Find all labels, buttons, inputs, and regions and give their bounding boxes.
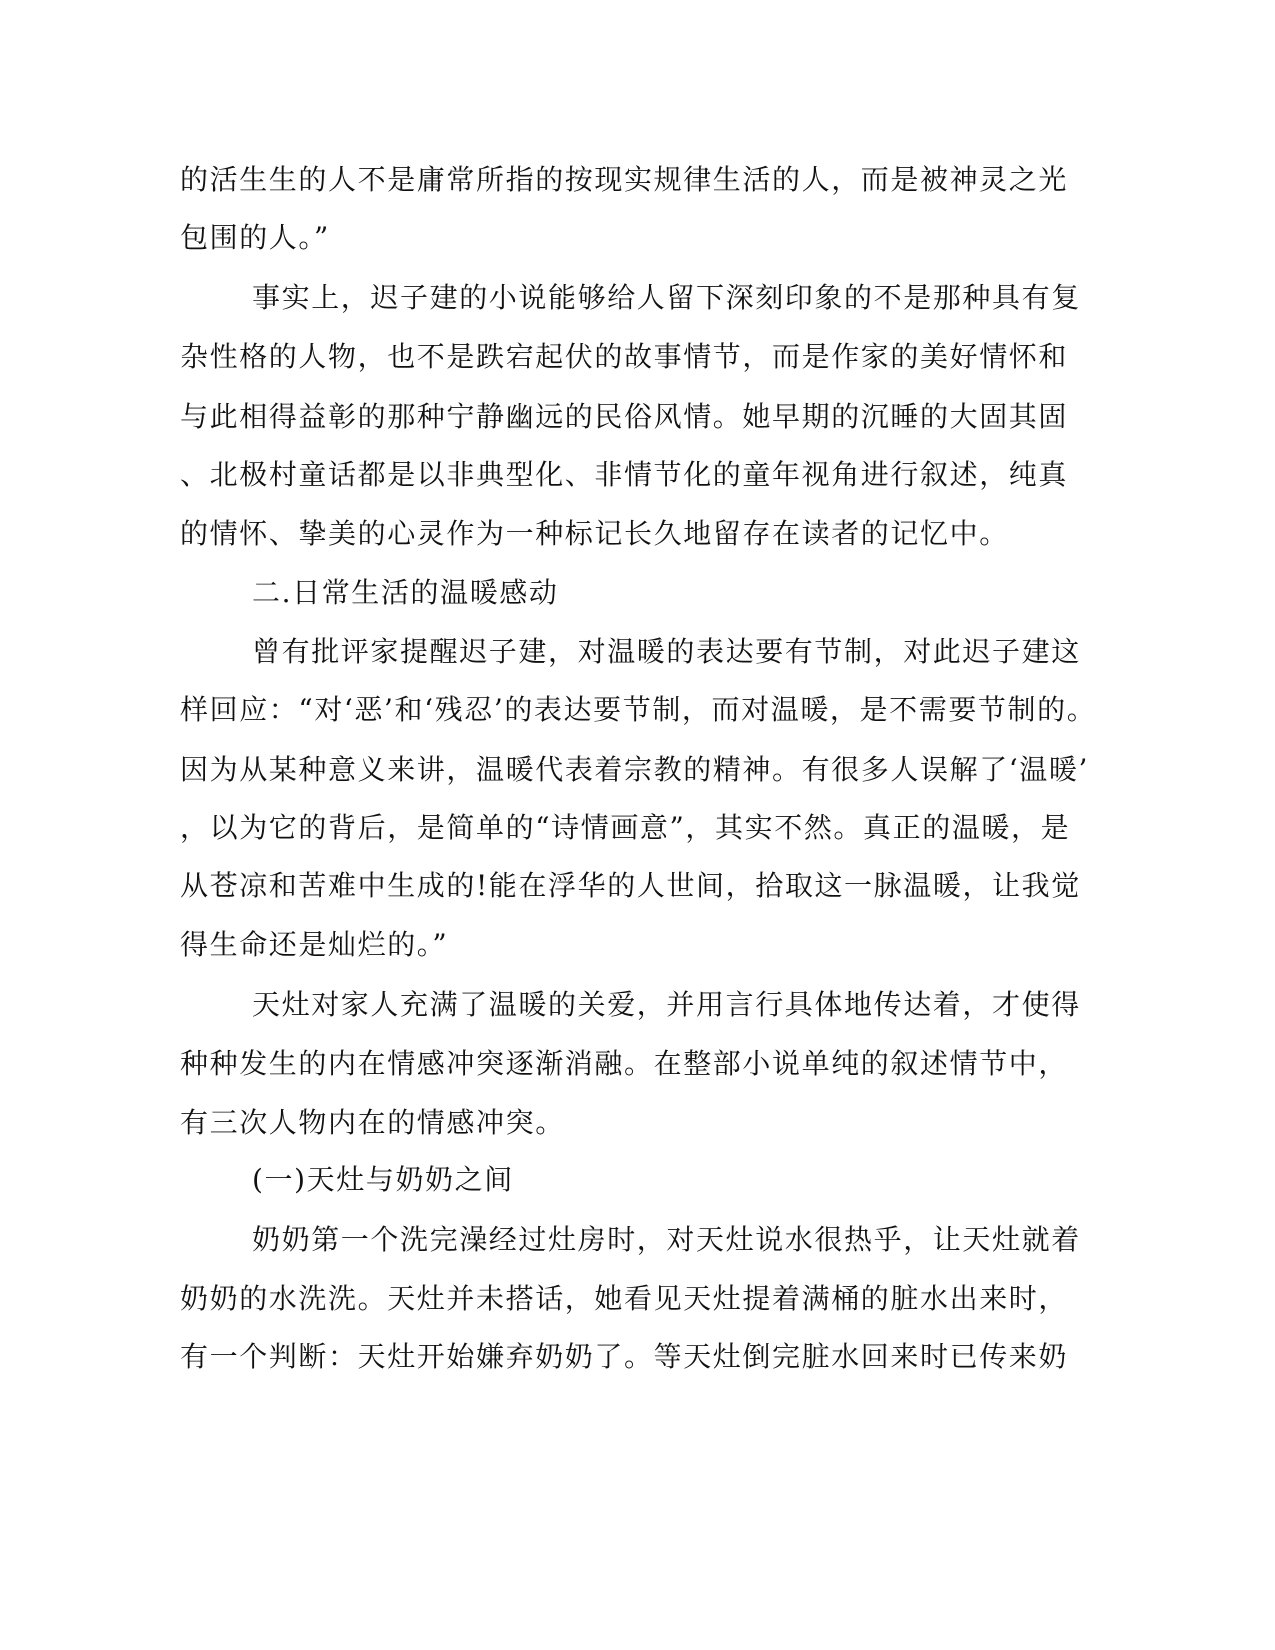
- paragraph-start: 奶奶第一个洗完澡经过灶房时，对天灶说水很热乎，让天灶就着: [252, 1223, 1081, 1256]
- text-line: 有一个判断：天灶开始嫌弃奶奶了。等天灶倒完脏水回来时已传来奶: [180, 1340, 1069, 1373]
- text-line: 包围的人。”: [180, 221, 330, 254]
- text-line: 从苍凉和苦难中生成的!能在浮华的人世间，拾取这一脉温暖，让我觉: [180, 869, 1081, 902]
- paragraph-start: 曾有批评家提醒迟子建，对温暖的表达要有节制，对此迟子建这: [252, 635, 1081, 668]
- text-line: ，以为它的背后，是简单的“诗情画意”，其实不然。真正的温暖，是: [180, 811, 1071, 844]
- text-line: 杂性格的人物，也不是跌宕起伏的故事情节，而是作家的美好情怀和: [180, 340, 1069, 373]
- text-line: 的情怀、挚美的心灵作为一种标记长久地留存在读者的记忆中。: [180, 517, 1009, 550]
- text-line: 与此相得益彰的那种宁静幽远的民俗风情。她早期的沉睡的大固其固: [180, 400, 1069, 433]
- section-heading: 二.日常生活的温暖感动: [252, 576, 559, 609]
- text-line: 的活生生的人不是庸常所指的按现实规律生活的人，而是被神灵之光: [180, 163, 1069, 196]
- text-line: 因为从某种意义来讲，温暖代表着宗教的精神。有很多人误解了‘温暖’: [180, 753, 1090, 786]
- text-line: 种种发生的内在情感冲突逐渐消融。在整部小说单纯的叙述情节中，: [180, 1047, 1069, 1080]
- paragraph-start: 天灶对家人充满了温暖的关爱，并用言行具体地传达着，才使得: [252, 988, 1081, 1021]
- text-line: 得生命还是灿烂的。”: [180, 928, 449, 961]
- text-line: 、北极村童话都是以非典型化、非情节化的童年视角进行叙述，纯真: [180, 458, 1069, 491]
- paragraph-start: 事实上，迟子建的小说能够给人留下深刻印象的不是那种具有复: [252, 281, 1081, 314]
- subsection-heading: (一)天灶与奶奶之间: [252, 1163, 514, 1196]
- text-line: 奶奶的水洗洗。天灶并未搭话，她看见天灶提着满桶的脏水出来时，: [180, 1282, 1069, 1315]
- text-line: 有三次人物内在的情感冲突。: [180, 1106, 565, 1139]
- text-line: 样回应：“对‘恶’和‘残忍’的表达要节制，而对温暖，是不需要节制的。: [180, 693, 1097, 726]
